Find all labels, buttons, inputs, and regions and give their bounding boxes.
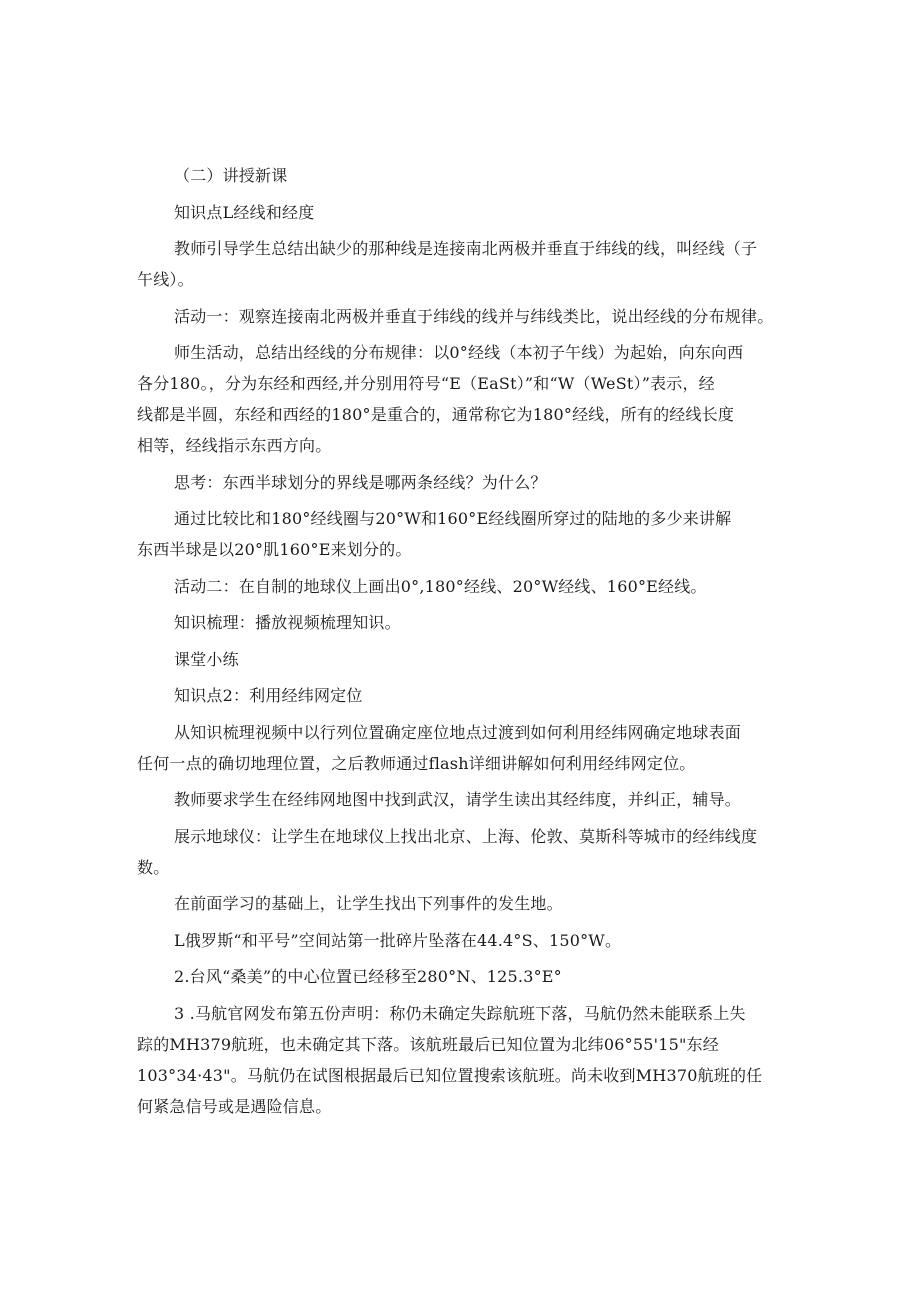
teacher-line-4: 相等，经线指示东西方向。 <box>137 436 332 455</box>
knowledge-review: 知识梳理：播放视频梳理知识。 <box>174 613 401 632</box>
event-3-line-1: 3 .马航官网发布第五份声明：称仍未确定失踪航班下落，马航仍然未能联系上失 <box>174 1003 746 1023</box>
teacher-line-3: 线都是半圆，东经和西经的180°是重合的，通常称它为180°经线，所有的经线长度 <box>137 405 735 424</box>
globe-line-1: 展示地球仪：让学生在地球仪上找出北京、上海、伦敦、莫斯科等城市的经纬线度 <box>174 826 758 846</box>
event-3-paragraph <box>137 998 787 1122</box>
intro-line-2: 午线）。 <box>137 270 194 289</box>
intro-paragraph <box>137 233 787 295</box>
event-3-line-4: 何紧急信号或是遇险信息。 <box>137 1096 332 1116</box>
section-heading: （二）讲授新课 <box>174 166 288 185</box>
activity-1: 活动一：观察连接南北两极并垂直于纬线的线并与纬线类比，说出经线的分布规律。 <box>174 306 774 326</box>
teacher-line-2: 各分180。，分为东经和西经,并分别用符号“E（EaSt）”和“W（WeSt）”表示，经 <box>137 374 715 393</box>
knowledge-point-2-title: 知识点2：利用经纬网定位 <box>174 686 363 705</box>
event-2: 2.台风“桑美”的中心位置已经移至280°N、125.3°E° <box>174 967 562 986</box>
think-question: 思考：东西半球划分的界线是哪两条经线？为什么？ <box>174 472 547 492</box>
event-3-line-2: 踪的MH379航班，也未确定其下落。该航班最后已知位置为北纬06°55'15"东经 <box>137 1034 719 1054</box>
intro-line-1: 教师引导学生总结出缺少的那种线是连接南北两极并垂直于纬线的线，叫经线（子 <box>174 239 758 258</box>
compare-paragraph <box>137 503 787 565</box>
events-intro: 在前面学习的基础上，让学生找出下列事件的发生地。 <box>174 894 563 913</box>
transition-paragraph <box>137 717 787 779</box>
document-body <box>137 160 787 1127</box>
globe-line-2: 数。 <box>137 857 170 877</box>
wuhan-paragraph: 教师要求学生在经纬网地图中找到武汉，请学生读出其经纬度，并纠正，辅导。 <box>174 790 742 809</box>
teacher-line-1: 师生活动，总结出经线的分布规律：以0°经线（本初子午线）为起始，向东向西 <box>174 343 744 362</box>
event-3-line-3: 103°34·43"。马航仍在试图根据最后已知位置搜索该航班。尚未收到MH370航班的任 <box>137 1065 763 1085</box>
activity-2: 活动二：在自制的地球仪上画出0°,180°经线、20°W经线、160°E经线。 <box>174 576 707 596</box>
knowledge-point-1-title: 知识点L经线和经度 <box>174 202 315 222</box>
classroom-practice-heading: 课堂小练 <box>174 649 239 669</box>
globe-paragraph <box>137 821 787 883</box>
compare-line-1: 通过比较比和180°经线圈与20°W和160°E经线圈所穿过的陆地的多少来讲解 <box>174 509 732 528</box>
event-1: L俄罗斯“和平号”空间站第一批碎片坠落在44.4°S、150°W。 <box>174 930 622 950</box>
compare-line-2: 东西半球是以20°肌160°E来划分的。 <box>137 540 412 559</box>
transition-line-2: 任何一点的确切地理位置，之后教师通过flash详细讲解如何利用经纬网定位。 <box>137 753 696 773</box>
teacher-student-activity-paragraph <box>137 337 787 461</box>
transition-line-1: 从知识梳理视频中以行列位置确定座位地点过渡到如何利用经纬网确定地球表面 <box>174 722 742 742</box>
